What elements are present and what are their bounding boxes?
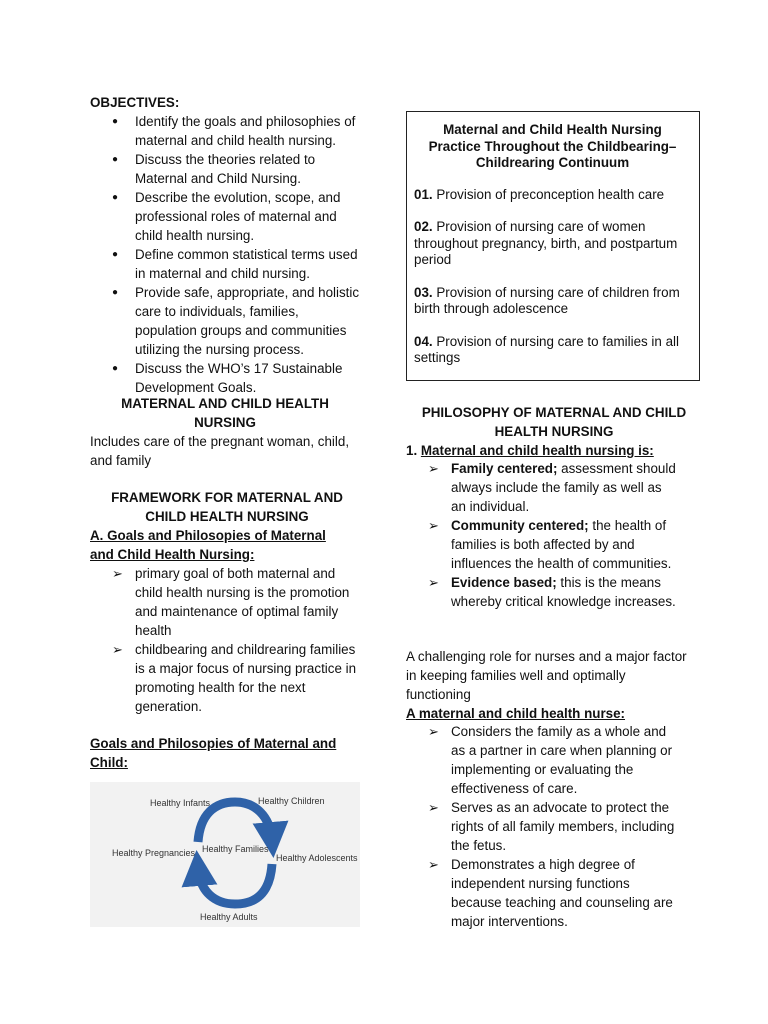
mch-title: MATERNAL AND CHILD HEALTH NURSING (121, 396, 329, 430)
goals-diagram-heading: Goals and Philosopies of Maternal and Child: (90, 736, 337, 770)
list-item: ● Discuss the WHO’s 17 Sustainable Development Goals. (90, 359, 362, 397)
top-arc-arrow (198, 802, 272, 842)
item-number: 04. (414, 333, 433, 349)
framework-title: FRAMEWORK FOR MATERNAL AND CHILD HEALTH NURSING (111, 490, 343, 524)
objectives-list (90, 112, 362, 397)
item-bold: Evidence based; (451, 575, 557, 590)
bottom-arc-arrow (198, 864, 272, 904)
list-item: ● Define common statistical terms used in maternal and child nursing. (90, 245, 362, 283)
item-text: this is the means whereby critical knowledge increases. (451, 575, 676, 609)
continuum-item (414, 219, 691, 269)
nurse-list (406, 722, 682, 931)
list-item (406, 516, 676, 573)
label-healthy-pregnancies: Healthy Pregnancies (112, 848, 196, 858)
philosophy-title: PHILOSOPHY OF MATERNAL AND CHILD HEALTH NURSING (421, 405, 687, 439)
list-item: ● Identify the goals and philosophies of maternal and child health nursing. (90, 112, 362, 150)
list-item (406, 573, 676, 611)
objectives-title: OBJECTIVES: (90, 95, 180, 110)
item-text: Provision of nursing care of women throughout pregnancy, birth, and postpartum period (414, 219, 678, 267)
philosophy-heading-text: Maternal and child health nursing is: (420, 443, 654, 458)
continuum-item (414, 187, 691, 204)
nurse-heading: A maternal and child health nurse: (406, 706, 626, 721)
item-number: 01. (414, 186, 433, 202)
item-text: Provision of nursing care to families in all settings (414, 333, 679, 365)
mch-description: Includes care of the pregnant woman, child, and family (90, 434, 350, 468)
list-item: ➢ Demonstrates a high degree of independent nursing functions because teaching and counseling are major interventions. (406, 855, 682, 931)
challenge-text: A challenging role for nurses and a major factor in keeping families well and optimally functioning (406, 649, 687, 702)
label-healthy-children: Healthy Children (258, 796, 325, 806)
philosophy-heading-number: 1. (406, 443, 421, 458)
label-healthy-adults: Healthy Adults (200, 912, 258, 922)
list-item: ● Discuss the theories related to Maternal and Child Nursing. (90, 150, 362, 188)
item-text: Provision of preconception health care (432, 186, 665, 202)
item-bold: Community centered; (451, 518, 589, 533)
healthy-families-cycle-diagram (90, 782, 360, 927)
continuum-box (406, 111, 700, 381)
philosophy-list (406, 459, 676, 611)
list-item (406, 459, 676, 516)
item-number: 03. (414, 284, 433, 300)
continuum-item (414, 285, 691, 318)
philosophy-heading (406, 441, 702, 460)
goals-list (90, 564, 362, 716)
item-text: the health of families is both affected by and influences the health of communities. (451, 518, 672, 571)
label-healthy-adolescents: Healthy Adolescents (276, 853, 358, 863)
label-healthy-infants: Healthy Infants (150, 798, 211, 808)
item-text: assessment should always include the family as well as an individual. (451, 461, 676, 514)
item-number: 02. (414, 219, 433, 234)
continuum-item (414, 334, 691, 367)
goals-heading: A. Goals and Philosopies of Maternal and Child Health Nursing: (90, 528, 326, 562)
list-item: ● Provide safe, appropriate, and holistic care to individuals, families, population groups and communities utilizing the nursing process. (90, 283, 362, 359)
item-bold: Family centered; (451, 461, 558, 476)
list-item: ● Describe the evolution, scope, and professional roles of maternal and child health nursing. (90, 188, 362, 245)
item-text: Provision of nursing care of children from birth through adolescence (414, 284, 680, 316)
list-item: ➢ primary goal of both maternal and child health nursing is the promotion and maintenance of optimal family health (90, 564, 362, 640)
label-healthy-families: Healthy Families (202, 844, 269, 854)
continuum-box-title: Maternal and Child Health Nursing Practice Throughout the Childbearing–Childrearing Continuum (428, 122, 677, 170)
list-item: ➢ childbearing and childrearing families is a major focus of nursing practice in promoting health for the next generation. (90, 640, 362, 716)
list-item: ➢ Serves as an advocate to protect the rights of all family members, including the fetus. (406, 798, 682, 855)
list-item: ➢ Considers the family as a whole and as a partner in care when planning or implementing or evaluating the effectiveness of care. (406, 722, 682, 798)
